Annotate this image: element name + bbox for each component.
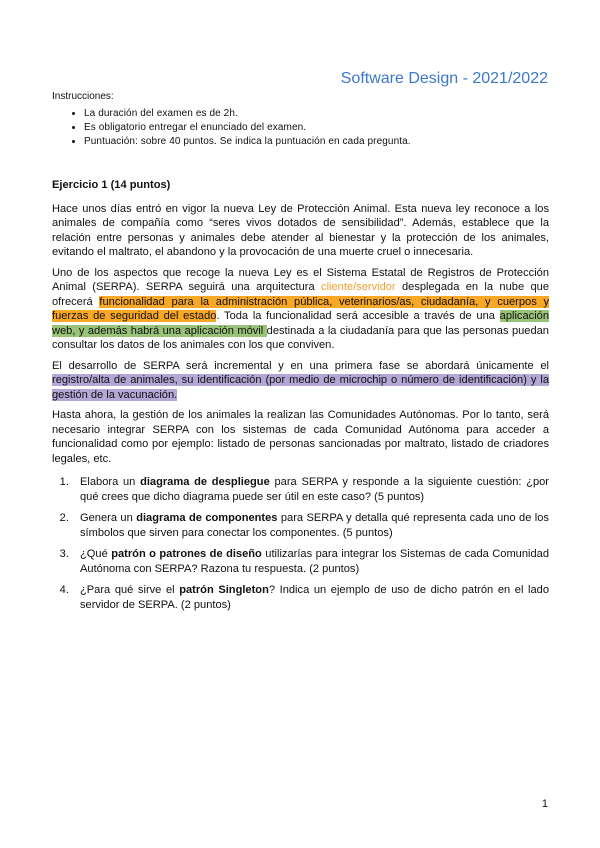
question-text: ? Indica un ejemplo de uso de dicho patrón en el lado servidor de SERPA. (2 puntos)	[80, 584, 549, 611]
document-title: Software Design - 2021/2022	[340, 70, 548, 87]
instruction-item: • Es obligatorio entregar el enunciado del examen.	[84, 121, 552, 135]
question-keyword: diagrama de despliegue	[140, 476, 270, 488]
question-text: para SERPA y responde a la siguiente cuestión: ¿por qué crees que dicho diagrama puede ser útil en este caso? (5 puntos)	[80, 476, 549, 503]
page-number: 1	[541, 798, 548, 810]
question-item	[72, 511, 549, 540]
question-text: para SERPA y detalla qué representa cada uno de los símbolos que sirven para conectar los componentes. (5 puntos)	[80, 512, 549, 539]
exercise-title: Ejercicio 1 (14 puntos)	[52, 179, 171, 191]
text-span: destinada a la ciudadanía para que las personas puedan consultar los datos de los animales con los que conviven.	[52, 324, 549, 351]
paragraph-intro: Hace unos días entró en vigor la nueva Ley de Protección Animal. Esta nueva ley reconoce a los animales de compañía como “seres vivos dotados de sensibilidad”. Además, establece que la relación entre personas y animales debe atender al bienestar y la protección de los animales, evitando el maltrato, el abandono y la provocación de una muerte cruel o innecesaria.	[52, 202, 549, 258]
text-span: desplegada en la nube que ofrecerá	[52, 281, 549, 308]
text-client-server: cliente/servidor	[321, 281, 396, 293]
question-item	[72, 547, 549, 576]
text-span: . Toda la funcionalidad será accesible a través de una	[216, 310, 500, 322]
highlight-apps: aplicación web, y además habrá una aplicación móvil	[52, 310, 549, 337]
questions-list	[52, 475, 549, 612]
paragraph-serpa	[52, 266, 549, 353]
question-text: ¿Qué	[80, 548, 112, 560]
question-text: ¿Para qué sirve el	[80, 584, 180, 596]
highlight-functionality: funcionalidad para la administración pública, veterinarios/as, ciudadanía, y cuerpos y fuerzas de seguridad del estado	[52, 295, 550, 322]
question-keyword: patrón o patrones de diseño	[111, 548, 262, 560]
highlight-registration: registro/alta de animales, su identificación (por medio de microchip o número de identificación) y la gestión de la vacunación.	[52, 374, 549, 401]
text-span: El desarrollo de SERPA será incremental y en una primera fase se abordará únicamente el	[52, 359, 549, 372]
question-keyword: diagrama de componentes	[136, 512, 278, 524]
instructions-heading: Instrucciones:	[52, 91, 114, 102]
instructions-list	[52, 107, 552, 149]
instruction-item: • La duración del examen es de 2h.	[84, 107, 552, 121]
question-text: Genera un	[80, 512, 137, 524]
paragraph-phase	[52, 359, 549, 403]
question-text: Elabora un	[80, 476, 141, 488]
text-span: Uno de los aspectos que recoge la nueva Ley es el Sistema Estatal de Registros de Protección Animal (SERPA). SERPA seguirá una arquitectura	[52, 266, 549, 293]
instructions-section	[52, 90, 552, 149]
paragraph-integration: Hasta ahora, la gestión de los animales la realizan las Comunidades Autónomas. Por lo tanto, será necesario integrar SERPA con los sistemas de cada Comunidad Autónoma para acceder a funcionalidad como por ejemplo: listado de personas sancionadas por maltrato, listado de criadores legales, etc.	[52, 409, 549, 465]
question-item	[72, 583, 549, 612]
instruction-item: • Puntuación: sobre 40 puntos. Se indica la puntuación en cada pregunta.	[84, 135, 552, 149]
exercise-1	[52, 178, 549, 619]
question-item	[72, 475, 549, 504]
question-keyword: patrón Singleton	[179, 584, 269, 596]
question-text: utilizarías para integrar los Sistemas de cada Comunidad Autónoma con SERPA? Razona tu respuesta. (2 puntos)	[80, 548, 549, 575]
